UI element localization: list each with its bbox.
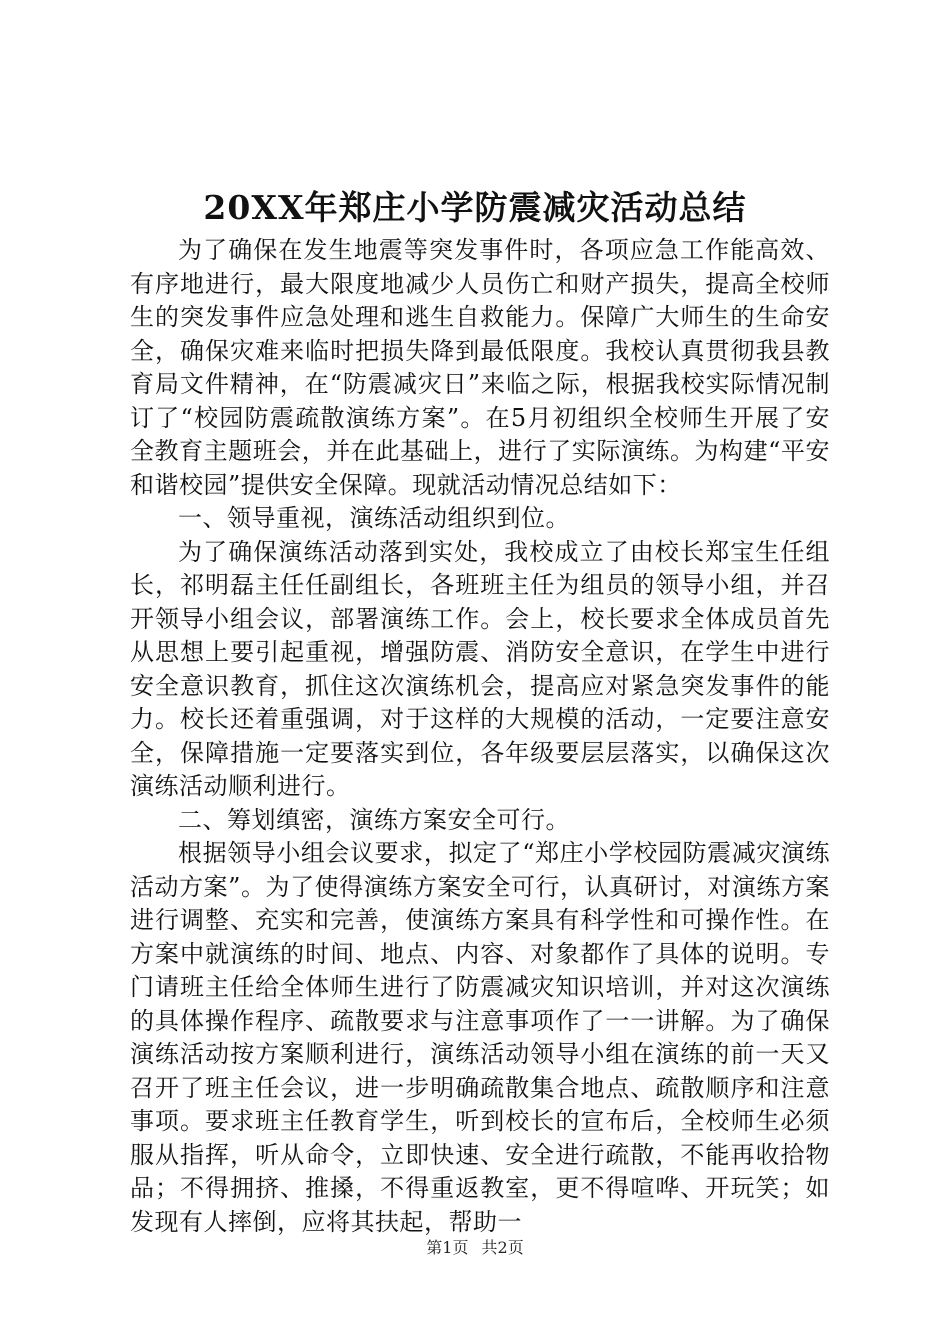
section-heading-2: 二、筹划缜密，演练方案安全可行。	[178, 805, 570, 834]
paragraph-section-1: 为了确保演练活动落到实处，我校成立了由校长郑宝生任组长，祁明磊主任任副组长，各班班主任为组员的领导小组，并召开领导小组会议，部署演练工作。会上，校长要求全体成员首先从思想上要引起重视，增强防震、消防安全意识，在学生中进行安全意识教育，抓住这次演练机会，提高应对紧急突发事件的能力。校长还着重强调，对于这样的大规模的活动，一定要注意安全，保障措施一定要落实到位，各年级要层层落实，以确保这次演练活动顺利进行。	[130, 537, 830, 800]
document-title: 20XX年郑庄小学防震减灾活动总结	[203, 188, 747, 227]
page-total: 共2页	[481, 1238, 524, 1257]
paragraph-intro: 为了确保在发生地震等突发事件时，各项应急工作能高效、有序地进行，最大限度地减少人员伤亡和财产损失，提高全校师生的突发事件应急处理和逃生自救能力。保障广大师生的生命安全，确保灾难来临时把损失降到最低限度。我校认真贯彻我县教育局文件精神，在“防震减灾日”来临之际，根据我校实际情况制订了“校园防震疏散演练方案”。在5月初组织全校师生开展了安全教育主题班会，并在此基础上，进行了实际演练。为构建“平安和谐校园”提供安全保障。现就活动情况总结如下：	[130, 236, 830, 499]
document-body	[130, 234, 830, 1239]
page-footer	[0, 1238, 950, 1258]
page-number: 第1页	[426, 1238, 469, 1257]
paragraph-section-2: 根据领导小组会议要求，拟定了“郑庄小学校园防震减灾演练活动方案”。为了使得演练方案安全可行，认真研讨，对演练方案进行调整、充实和完善，使演练方案具有科学性和可操作性。在方案中就演练的时间、地点、内容、对象都作了具体的说明。专门请班主任给全体师生进行了防震减灾知识培训，并对这次演练的具体操作程序、疏散要求与注意事项作了一一讲解。为了确保演练活动按方案顺利进行，演练活动领导小组在演练的前一天又召开了班主任会议，进一步明确疏散集合地点、疏散顺序和注意事项。要求班主任教育学生，听到校长的宣布后，全校师生必须服从指挥，听从命令，立即快速、安全进行疏散，不能再收拾物品；不得拥挤、推搡，不得重返教室，更不得喧哗、开玩笑；如发现有人摔倒，应将其扶起，帮助一	[130, 839, 830, 1236]
section-heading-1: 一、领导重视，演练活动组织到位。	[178, 504, 570, 532]
